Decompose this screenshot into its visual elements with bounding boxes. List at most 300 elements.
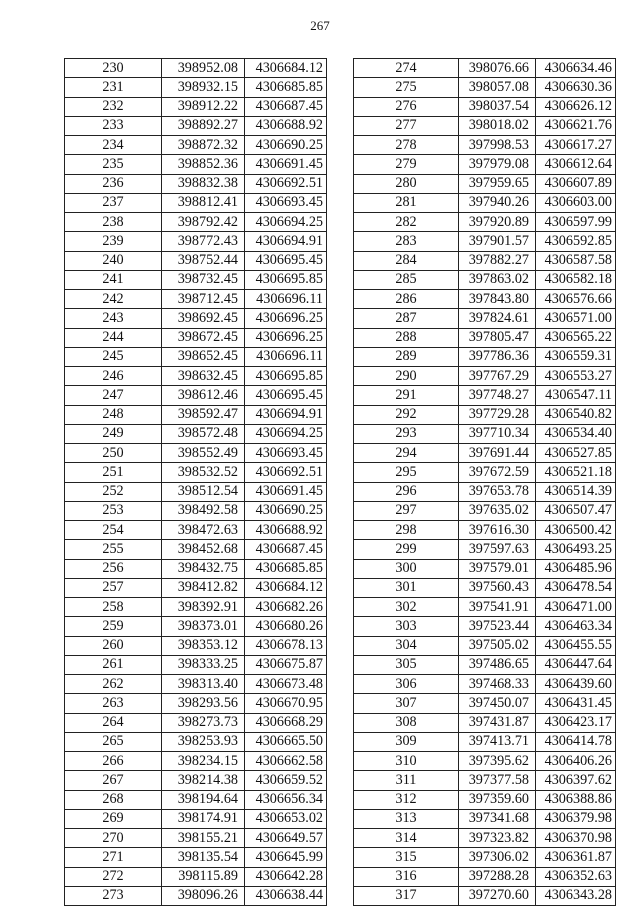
point-number-cell: 309	[354, 732, 459, 751]
point-number-cell: 283	[354, 232, 459, 251]
x-coordinate-cell: 397920.89	[459, 213, 536, 232]
point-number-cell: 252	[65, 482, 162, 501]
table-row	[354, 809, 616, 828]
table-row	[65, 482, 327, 501]
y-coordinate-cell: 4306370.98	[536, 829, 616, 848]
y-coordinate-cell: 4306565.22	[536, 328, 616, 347]
y-coordinate-cell: 4306571.00	[536, 309, 616, 328]
point-number-cell: 269	[65, 809, 162, 828]
point-number-cell: 245	[65, 347, 162, 366]
x-coordinate-cell: 397882.27	[459, 251, 536, 270]
x-coordinate-cell: 398194.64	[162, 790, 245, 809]
point-number-cell: 304	[354, 636, 459, 655]
y-coordinate-cell: 4306630.36	[536, 78, 616, 97]
point-number-cell: 316	[354, 867, 459, 886]
y-coordinate-cell: 4306662.58	[245, 752, 327, 771]
point-number-cell: 240	[65, 251, 162, 270]
x-coordinate-cell: 398732.45	[162, 270, 245, 289]
table-row	[354, 771, 616, 790]
point-number-cell: 251	[65, 463, 162, 482]
y-coordinate-cell: 4306688.92	[245, 521, 327, 540]
y-coordinate-cell: 4306471.00	[536, 598, 616, 617]
table-row	[65, 521, 327, 540]
x-coordinate-cell: 398912.22	[162, 97, 245, 116]
x-coordinate-cell: 397748.27	[459, 386, 536, 405]
y-coordinate-cell: 4306439.60	[536, 675, 616, 694]
table-row	[354, 482, 616, 501]
point-number-cell: 243	[65, 309, 162, 328]
y-coordinate-cell: 4306507.47	[536, 501, 616, 520]
table-row	[65, 251, 327, 270]
table-row	[65, 675, 327, 694]
table-row	[65, 328, 327, 347]
table-row	[65, 848, 327, 867]
x-coordinate-cell: 398353.12	[162, 636, 245, 655]
y-coordinate-cell: 4306693.45	[245, 193, 327, 212]
y-coordinate-cell: 4306463.34	[536, 617, 616, 636]
x-coordinate-cell: 398852.36	[162, 155, 245, 174]
coordinates-table-right	[353, 58, 616, 906]
x-coordinate-cell: 398872.32	[162, 136, 245, 155]
point-number-cell: 275	[354, 78, 459, 97]
table-row	[354, 713, 616, 732]
point-number-cell: 287	[354, 309, 459, 328]
table-row	[354, 193, 616, 212]
y-coordinate-cell: 4306576.66	[536, 290, 616, 309]
point-number-cell: 262	[65, 675, 162, 694]
point-number-cell: 299	[354, 540, 459, 559]
y-coordinate-cell: 4306670.95	[245, 694, 327, 713]
y-coordinate-cell: 4306694.25	[245, 424, 327, 443]
table-row	[354, 886, 616, 905]
x-coordinate-cell: 397959.65	[459, 174, 536, 193]
table-row	[65, 405, 327, 424]
point-number-cell: 267	[65, 771, 162, 790]
y-coordinate-cell: 4306431.45	[536, 694, 616, 713]
point-number-cell: 315	[354, 848, 459, 867]
y-coordinate-cell: 4306690.25	[245, 501, 327, 520]
table-row	[354, 155, 616, 174]
table-row	[354, 386, 616, 405]
x-coordinate-cell: 397843.80	[459, 290, 536, 309]
x-coordinate-cell: 398752.44	[162, 251, 245, 270]
point-number-cell: 298	[354, 521, 459, 540]
table-row	[354, 559, 616, 578]
x-coordinate-cell: 398772.43	[162, 232, 245, 251]
x-coordinate-cell: 397270.60	[459, 886, 536, 905]
table-row	[354, 232, 616, 251]
table-row	[354, 136, 616, 155]
y-coordinate-cell: 4306687.45	[245, 540, 327, 559]
x-coordinate-cell: 397341.68	[459, 809, 536, 828]
point-number-cell: 239	[65, 232, 162, 251]
point-number-cell: 261	[65, 655, 162, 674]
y-coordinate-cell: 4306685.85	[245, 559, 327, 578]
table-row	[65, 732, 327, 751]
x-coordinate-cell: 397450.07	[459, 694, 536, 713]
x-coordinate-cell: 397359.60	[459, 790, 536, 809]
point-number-cell: 232	[65, 97, 162, 116]
x-coordinate-cell: 397468.33	[459, 675, 536, 694]
x-coordinate-cell: 398273.73	[162, 713, 245, 732]
y-coordinate-cell: 4306691.45	[245, 482, 327, 501]
x-coordinate-cell: 397691.44	[459, 444, 536, 463]
table-row	[354, 752, 616, 771]
table-row	[354, 328, 616, 347]
point-number-cell: 274	[354, 59, 459, 78]
x-coordinate-cell: 397579.01	[459, 559, 536, 578]
point-number-cell: 256	[65, 559, 162, 578]
x-coordinate-cell: 398712.45	[162, 290, 245, 309]
point-number-cell: 244	[65, 328, 162, 347]
y-coordinate-cell: 4306696.11	[245, 290, 327, 309]
table-row	[354, 116, 616, 135]
x-coordinate-cell: 398532.52	[162, 463, 245, 482]
y-coordinate-cell: 4306659.52	[245, 771, 327, 790]
point-number-cell: 260	[65, 636, 162, 655]
y-coordinate-cell: 4306695.45	[245, 251, 327, 270]
point-number-cell: 234	[65, 136, 162, 155]
point-number-cell: 230	[65, 59, 162, 78]
x-coordinate-cell: 397767.29	[459, 367, 536, 386]
point-number-cell: 310	[354, 752, 459, 771]
table-row	[65, 97, 327, 116]
point-number-cell: 242	[65, 290, 162, 309]
x-coordinate-cell: 397863.02	[459, 270, 536, 289]
x-coordinate-cell: 398057.08	[459, 78, 536, 97]
x-coordinate-cell: 398612.46	[162, 386, 245, 405]
x-coordinate-cell: 398333.25	[162, 655, 245, 674]
x-coordinate-cell: 398018.02	[459, 116, 536, 135]
x-coordinate-cell: 397431.87	[459, 713, 536, 732]
x-coordinate-cell: 398293.56	[162, 694, 245, 713]
y-coordinate-cell: 4306612.64	[536, 155, 616, 174]
x-coordinate-cell: 397288.28	[459, 867, 536, 886]
x-coordinate-cell: 398155.21	[162, 829, 245, 848]
x-coordinate-cell: 398432.75	[162, 559, 245, 578]
y-coordinate-cell: 4306685.85	[245, 78, 327, 97]
y-coordinate-cell: 4306455.55	[536, 636, 616, 655]
x-coordinate-cell: 397672.59	[459, 463, 536, 482]
point-number-cell: 307	[354, 694, 459, 713]
table-row	[65, 193, 327, 212]
y-coordinate-cell: 4306695.45	[245, 386, 327, 405]
x-coordinate-cell: 398932.15	[162, 78, 245, 97]
y-coordinate-cell: 4306678.13	[245, 636, 327, 655]
point-number-cell: 236	[65, 174, 162, 193]
table-row	[354, 636, 616, 655]
point-number-cell: 270	[65, 829, 162, 848]
table-row	[65, 174, 327, 193]
y-coordinate-cell: 4306696.25	[245, 309, 327, 328]
y-coordinate-cell: 4306688.92	[245, 116, 327, 135]
y-coordinate-cell: 4306675.87	[245, 655, 327, 674]
y-coordinate-cell: 4306547.11	[536, 386, 616, 405]
table-row	[65, 617, 327, 636]
y-coordinate-cell: 4306638.44	[245, 886, 327, 905]
y-coordinate-cell: 4306642.28	[245, 867, 327, 886]
x-coordinate-cell: 398572.48	[162, 424, 245, 443]
y-coordinate-cell: 4306695.85	[245, 270, 327, 289]
point-number-cell: 303	[354, 617, 459, 636]
y-coordinate-cell: 4306626.12	[536, 97, 616, 116]
x-coordinate-cell: 398792.42	[162, 213, 245, 232]
y-coordinate-cell: 4306684.12	[245, 578, 327, 597]
y-coordinate-cell: 4306617.27	[536, 136, 616, 155]
y-coordinate-cell: 4306592.85	[536, 232, 616, 251]
x-coordinate-cell: 398174.91	[162, 809, 245, 828]
point-number-cell: 233	[65, 116, 162, 135]
table-row	[65, 309, 327, 328]
y-coordinate-cell: 4306587.58	[536, 251, 616, 270]
point-number-cell: 301	[354, 578, 459, 597]
table-row	[354, 578, 616, 597]
point-number-cell: 293	[354, 424, 459, 443]
point-number-cell: 297	[354, 501, 459, 520]
point-number-cell: 250	[65, 444, 162, 463]
y-coordinate-cell: 4306423.17	[536, 713, 616, 732]
point-number-cell: 258	[65, 598, 162, 617]
y-coordinate-cell: 4306493.25	[536, 540, 616, 559]
y-coordinate-cell: 4306634.46	[536, 59, 616, 78]
point-number-cell: 302	[354, 598, 459, 617]
table-row	[354, 829, 616, 848]
point-number-cell: 231	[65, 78, 162, 97]
y-coordinate-cell: 4306352.63	[536, 867, 616, 886]
y-coordinate-cell: 4306397.62	[536, 771, 616, 790]
x-coordinate-cell: 397486.65	[459, 655, 536, 674]
y-coordinate-cell: 4306694.91	[245, 232, 327, 251]
point-number-cell: 246	[65, 367, 162, 386]
table-row	[354, 309, 616, 328]
x-coordinate-cell: 397306.02	[459, 848, 536, 867]
y-coordinate-cell: 4306527.85	[536, 444, 616, 463]
y-coordinate-cell: 4306621.76	[536, 116, 616, 135]
table-row	[65, 59, 327, 78]
point-number-cell: 278	[354, 136, 459, 155]
y-coordinate-cell: 4306690.25	[245, 136, 327, 155]
point-number-cell: 253	[65, 501, 162, 520]
y-coordinate-cell: 4306693.45	[245, 444, 327, 463]
table-row	[65, 559, 327, 578]
table-row	[65, 655, 327, 674]
table-row	[65, 424, 327, 443]
y-coordinate-cell: 4306559.31	[536, 347, 616, 366]
point-number-cell: 312	[354, 790, 459, 809]
x-coordinate-cell: 397395.62	[459, 752, 536, 771]
table-row	[354, 655, 616, 674]
x-coordinate-cell: 397560.43	[459, 578, 536, 597]
y-coordinate-cell: 4306645.99	[245, 848, 327, 867]
y-coordinate-cell: 4306649.57	[245, 829, 327, 848]
point-number-cell: 291	[354, 386, 459, 405]
y-coordinate-cell: 4306684.12	[245, 59, 327, 78]
table-row	[354, 867, 616, 886]
point-number-cell: 288	[354, 328, 459, 347]
x-coordinate-cell: 397729.28	[459, 405, 536, 424]
point-number-cell: 313	[354, 809, 459, 828]
y-coordinate-cell: 4306665.50	[245, 732, 327, 751]
x-coordinate-cell: 398512.54	[162, 482, 245, 501]
table-row	[65, 578, 327, 597]
table-row	[354, 251, 616, 270]
point-number-cell: 277	[354, 116, 459, 135]
table-row	[65, 444, 327, 463]
table-row	[65, 771, 327, 790]
y-coordinate-cell: 4306695.85	[245, 367, 327, 386]
point-number-cell: 273	[65, 886, 162, 905]
table-row	[354, 617, 616, 636]
x-coordinate-cell: 397541.91	[459, 598, 536, 617]
point-number-cell: 268	[65, 790, 162, 809]
table-row	[65, 752, 327, 771]
table-row	[65, 347, 327, 366]
point-number-cell: 259	[65, 617, 162, 636]
x-coordinate-cell: 398472.63	[162, 521, 245, 540]
y-coordinate-cell: 4306692.51	[245, 463, 327, 482]
table-row	[65, 790, 327, 809]
table-row	[354, 790, 616, 809]
y-coordinate-cell: 4306653.02	[245, 809, 327, 828]
x-coordinate-cell: 397786.36	[459, 347, 536, 366]
point-number-cell: 284	[354, 251, 459, 270]
y-coordinate-cell: 4306682.26	[245, 598, 327, 617]
point-number-cell: 248	[65, 405, 162, 424]
table-row	[65, 270, 327, 289]
table-row	[354, 174, 616, 193]
y-coordinate-cell: 4306607.89	[536, 174, 616, 193]
x-coordinate-cell: 398214.38	[162, 771, 245, 790]
x-coordinate-cell: 398832.38	[162, 174, 245, 193]
x-coordinate-cell: 398652.45	[162, 347, 245, 366]
point-number-cell: 237	[65, 193, 162, 212]
table-row	[65, 636, 327, 655]
table-row	[65, 78, 327, 97]
point-number-cell: 294	[354, 444, 459, 463]
table-row	[354, 347, 616, 366]
point-number-cell: 292	[354, 405, 459, 424]
point-number-cell: 271	[65, 848, 162, 867]
x-coordinate-cell: 398632.45	[162, 367, 245, 386]
table-row	[65, 232, 327, 251]
table-row	[65, 501, 327, 520]
point-number-cell: 311	[354, 771, 459, 790]
table-row	[65, 116, 327, 135]
table-row	[354, 367, 616, 386]
y-coordinate-cell: 4306514.39	[536, 482, 616, 501]
point-number-cell: 317	[354, 886, 459, 905]
x-coordinate-cell: 398253.93	[162, 732, 245, 751]
y-coordinate-cell: 4306343.28	[536, 886, 616, 905]
x-coordinate-cell: 397413.71	[459, 732, 536, 751]
point-number-cell: 300	[354, 559, 459, 578]
point-number-cell: 286	[354, 290, 459, 309]
y-coordinate-cell: 4306694.91	[245, 405, 327, 424]
table-row	[65, 290, 327, 309]
table-row	[354, 732, 616, 751]
table-row	[65, 713, 327, 732]
x-coordinate-cell: 398412.82	[162, 578, 245, 597]
point-number-cell: 272	[65, 867, 162, 886]
x-coordinate-cell: 398452.68	[162, 540, 245, 559]
x-coordinate-cell: 398234.15	[162, 752, 245, 771]
point-number-cell: 305	[354, 655, 459, 674]
y-coordinate-cell: 4306540.82	[536, 405, 616, 424]
y-coordinate-cell: 4306414.78	[536, 732, 616, 751]
point-number-cell: 238	[65, 213, 162, 232]
point-number-cell: 249	[65, 424, 162, 443]
page-number: 267	[310, 18, 330, 33]
table-row	[65, 213, 327, 232]
x-coordinate-cell: 397824.61	[459, 309, 536, 328]
y-coordinate-cell: 4306694.25	[245, 213, 327, 232]
point-number-cell: 314	[354, 829, 459, 848]
table-row	[65, 540, 327, 559]
coordinates-table-left	[64, 58, 327, 906]
y-coordinate-cell: 4306603.00	[536, 193, 616, 212]
table-row	[65, 463, 327, 482]
x-coordinate-cell: 398115.89	[162, 867, 245, 886]
x-coordinate-cell: 397635.02	[459, 501, 536, 520]
table-row	[354, 444, 616, 463]
y-coordinate-cell: 4306692.51	[245, 174, 327, 193]
point-number-cell: 255	[65, 540, 162, 559]
y-coordinate-cell: 4306673.48	[245, 675, 327, 694]
x-coordinate-cell: 397653.78	[459, 482, 536, 501]
y-coordinate-cell: 4306696.25	[245, 328, 327, 347]
table-row	[65, 829, 327, 848]
table-row	[354, 848, 616, 867]
point-number-cell: 257	[65, 578, 162, 597]
table-row	[65, 867, 327, 886]
x-coordinate-cell: 397979.08	[459, 155, 536, 174]
x-coordinate-cell: 397523.44	[459, 617, 536, 636]
table-row	[354, 598, 616, 617]
table-row	[354, 78, 616, 97]
x-coordinate-cell: 397940.26	[459, 193, 536, 212]
point-number-cell: 254	[65, 521, 162, 540]
x-coordinate-cell: 398492.58	[162, 501, 245, 520]
table-row	[354, 501, 616, 520]
y-coordinate-cell: 4306521.18	[536, 463, 616, 482]
x-coordinate-cell: 397901.57	[459, 232, 536, 251]
y-coordinate-cell: 4306680.26	[245, 617, 327, 636]
point-number-cell: 276	[354, 97, 459, 116]
y-coordinate-cell: 4306379.98	[536, 809, 616, 828]
y-coordinate-cell: 4306696.11	[245, 347, 327, 366]
y-coordinate-cell: 4306582.18	[536, 270, 616, 289]
y-coordinate-cell: 4306656.34	[245, 790, 327, 809]
point-number-cell: 247	[65, 386, 162, 405]
point-number-cell: 306	[354, 675, 459, 694]
y-coordinate-cell: 4306478.54	[536, 578, 616, 597]
x-coordinate-cell: 398135.54	[162, 848, 245, 867]
y-coordinate-cell: 4306447.64	[536, 655, 616, 674]
x-coordinate-cell: 398076.66	[459, 59, 536, 78]
x-coordinate-cell: 397505.02	[459, 636, 536, 655]
y-coordinate-cell: 4306485.96	[536, 559, 616, 578]
y-coordinate-cell: 4306406.26	[536, 752, 616, 771]
x-coordinate-cell: 398392.91	[162, 598, 245, 617]
x-coordinate-cell: 397616.30	[459, 521, 536, 540]
point-number-cell: 290	[354, 367, 459, 386]
x-coordinate-cell: 397710.34	[459, 424, 536, 443]
point-number-cell: 281	[354, 193, 459, 212]
point-number-cell: 235	[65, 155, 162, 174]
table-row	[354, 540, 616, 559]
table-row	[354, 405, 616, 424]
y-coordinate-cell: 4306388.86	[536, 790, 616, 809]
